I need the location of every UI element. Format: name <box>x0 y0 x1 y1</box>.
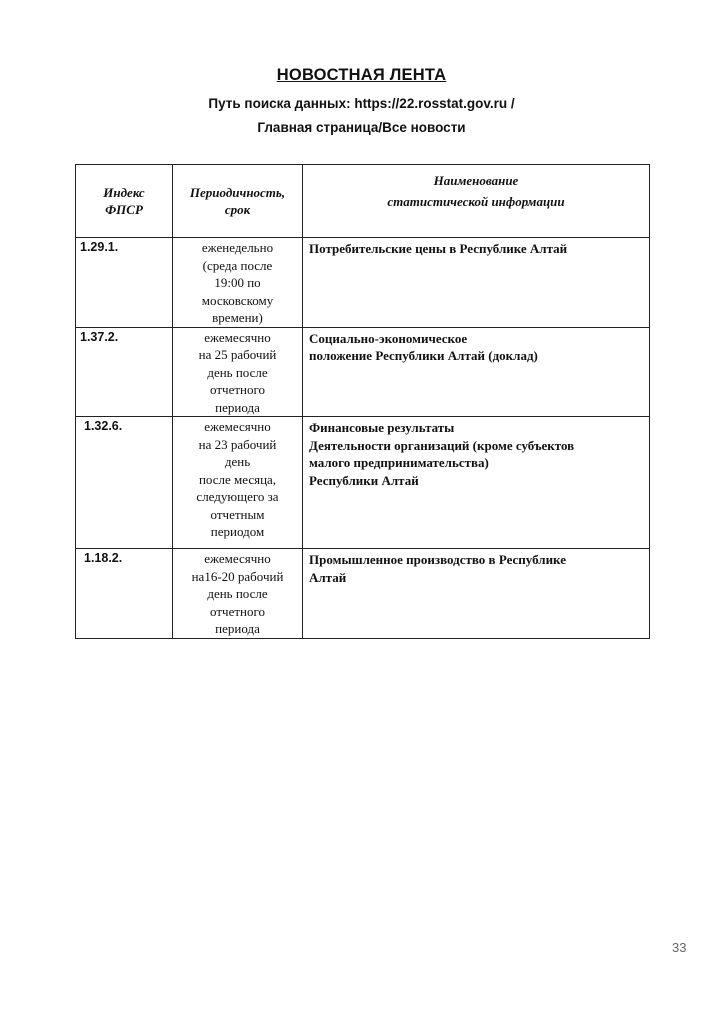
data-path-section: Главная страница/Все новости <box>257 120 466 135</box>
periodicity-cell: еженедельно (среда после 19:00 по московскому времени) <box>173 238 303 328</box>
index-cell: 1.32.6. <box>76 417 173 549</box>
page-number: 33 <box>672 940 687 955</box>
index-cell: 1.29.1. <box>76 238 173 328</box>
periodicity-cell: ежемесячно на16-20 рабочий день после отчетного периода <box>173 549 303 639</box>
table-row <box>76 417 650 549</box>
table-row <box>76 327 650 417</box>
table-header-row <box>76 165 650 238</box>
column-header-name: Наименование статистической информации <box>303 165 650 238</box>
name-cell: Потребительские цены в Республике Алтай <box>303 238 650 328</box>
name-cell: Промышленное производство в Республике Алтай <box>303 549 650 639</box>
column-header-periodicity: Периодичность, срок <box>173 165 303 238</box>
page-title: НОВОСТНАЯ ЛЕНТА <box>276 66 447 84</box>
news-feed-table <box>75 164 650 639</box>
table-row <box>76 238 650 328</box>
table-row <box>76 549 650 639</box>
name-cell: Финансовые результаты Деятельности организаций (кроме субъектов малого предпринимательства) Республики Алтай <box>303 417 650 549</box>
periodicity-cell: ежемесячно на 23 рабочий день после месяца, следующего за отчетным периодом <box>173 417 303 549</box>
periodicity-cell: ежемесячно на 25 рабочий день после отчетного периода <box>173 327 303 417</box>
index-cell: 1.37.2. <box>76 327 173 417</box>
index-cell: 1.18.2. <box>76 549 173 639</box>
name-cell: Социально-экономическое положение Республики Алтай (доклад) <box>303 327 650 417</box>
column-header-index: Индекс ФПСР <box>76 165 173 238</box>
data-path-line: Путь поиска данных: https://22.rosstat.gov.ru / <box>208 96 515 111</box>
